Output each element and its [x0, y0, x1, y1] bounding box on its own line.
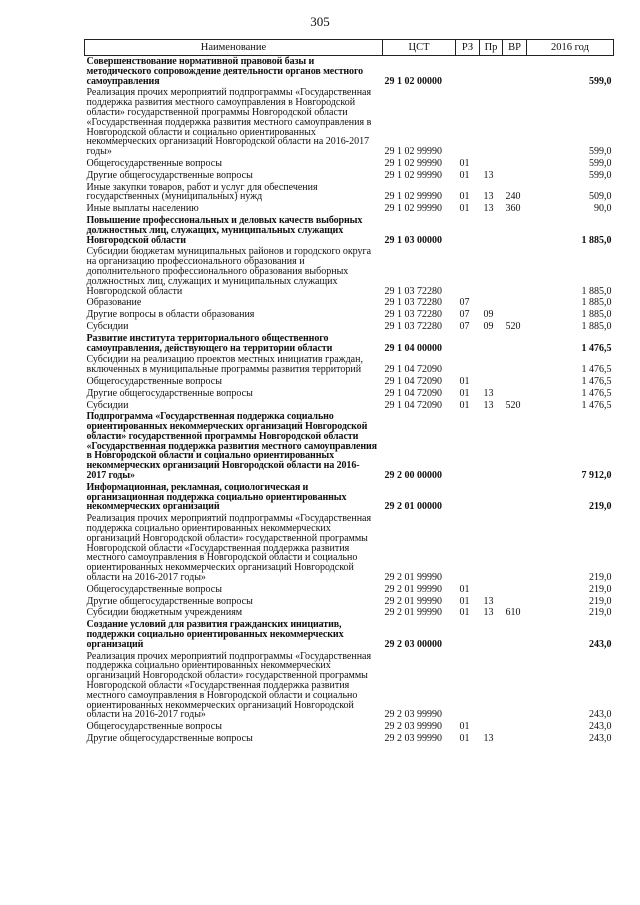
header-cst: ЦСТ	[383, 40, 456, 56]
row-cst: 29 2 03 00000	[384, 638, 442, 650]
table-row	[85, 400, 614, 412]
row-pr	[480, 297, 503, 309]
row-vr: 610	[505, 607, 521, 619]
row-vr: 240	[505, 191, 521, 203]
row-cst: 29 1 03 72280	[384, 297, 442, 309]
table-row	[85, 651, 614, 722]
row-rz	[456, 619, 480, 650]
row-cst: 29 2 01 99990	[384, 595, 442, 607]
row-cst: 29 1 02 99990	[384, 203, 442, 215]
row-sum: 1 476,5	[581, 387, 612, 399]
row-name: Общегосударственные вопросы	[86, 721, 222, 733]
header-name: Наименование	[85, 40, 383, 56]
row-cst: 29 1 04 72090	[384, 399, 442, 411]
table-row	[85, 411, 614, 482]
row-name: Реализация прочих мероприятий подпрограммы «Государственная поддержка социально ориентированных некоммерческих организаций Новгородской области» государственной программы Новгородской области «Государственная поддержка развития местного самоуправления в Новгородской области и социально ориентированных некоммерческих организаций Новгородской области на 2016-2017 годы»	[86, 650, 372, 721]
row-vr: 520	[505, 399, 521, 411]
row-name: Общегосударственные вопросы	[86, 375, 222, 387]
row-sum: 1 476,5	[581, 375, 612, 387]
header-pr: Пр	[480, 40, 503, 56]
table-row	[85, 203, 614, 215]
row-sum: 243,0	[589, 709, 612, 721]
table-row	[85, 619, 614, 650]
row-pr	[480, 87, 503, 158]
row-vr	[503, 87, 527, 158]
row-name: Подпрограмма «Государственная поддержка социально ориентированных некоммерческих организаций Новгородской области» государственной программы Новгородской области «Государственная поддержка развития местного самоуправления в Новгородской области и социально ориентированных некоммерческих организаций Новгородской области на 2016-2017 годы»	[86, 411, 377, 482]
row-rz	[456, 215, 480, 246]
row-name: Повышение профессиональных и деловых качеств выборных должностных лиц, служащих, муниципальных служащих Новгородской области	[86, 214, 363, 246]
row-pr	[480, 354, 503, 376]
row-sum: 243,0	[589, 733, 612, 744]
table-row	[85, 333, 614, 355]
row-cst: 29 1 02 99990	[384, 157, 442, 169]
row-rz: 01	[459, 169, 470, 181]
row-pr: 13	[483, 387, 494, 399]
row-sum: 219,0	[589, 607, 612, 619]
row-pr	[480, 482, 503, 513]
row-pr: 13	[483, 733, 494, 744]
row-vr	[503, 721, 527, 733]
row-sum: 509,0	[589, 191, 612, 203]
row-name: Субсидии бюджетам муниципальных районов и городского округа на организацию профессионального образования и дополнительного профессионального образования выборных должностных лиц, служащих и муниципальных служащих Новгородской области	[86, 246, 372, 297]
row-name: Общегосударственные вопросы	[86, 583, 222, 595]
row-name: Создание условий для развития гражданских инициатив, поддержки социально ориентированных некоммерческих организаций	[86, 619, 344, 650]
row-rz: 01	[459, 203, 470, 215]
row-vr: 360	[505, 203, 521, 215]
row-cst: 29 1 03 72280	[384, 320, 442, 332]
header-vr: ВР	[503, 40, 527, 56]
row-sum: 1 885,0	[581, 320, 612, 332]
table-row	[85, 246, 614, 297]
row-name: Другие общегосударственные вопросы	[86, 169, 253, 181]
row-pr	[480, 651, 503, 722]
row-pr	[480, 619, 503, 650]
row-rz: 01	[459, 157, 470, 169]
row-pr	[480, 584, 503, 596]
row-sum: 1 885,0	[581, 309, 612, 321]
row-rz: 01	[459, 387, 470, 399]
row-pr	[480, 721, 503, 733]
row-vr	[503, 584, 527, 596]
table-row	[85, 215, 614, 246]
table-row	[85, 607, 614, 619]
row-vr	[503, 376, 527, 388]
row-rz	[456, 411, 480, 482]
row-pr	[480, 333, 503, 355]
row-vr	[503, 158, 527, 170]
table-row	[85, 513, 614, 584]
row-name: Другие вопросы в области образования	[86, 309, 255, 321]
row-cst: 29 2 03 99990	[384, 721, 442, 733]
row-cst: 29 2 01 00000	[384, 501, 442, 513]
row-vr	[503, 309, 527, 321]
row-rz	[456, 56, 480, 88]
row-sum: 1 476,5	[581, 399, 612, 411]
row-name: Другие общегосударственные вопросы	[86, 733, 253, 744]
row-pr	[480, 411, 503, 482]
row-rz: 01	[459, 721, 470, 733]
row-pr: 13	[483, 191, 494, 203]
row-cst: 29 1 03 72280	[384, 285, 442, 297]
row-vr	[503, 482, 527, 513]
page-number: 305	[310, 14, 330, 29]
row-rz	[456, 246, 480, 297]
row-sum: 1 885,0	[581, 285, 612, 297]
row-pr: 13	[483, 607, 494, 619]
row-sum: 1 476,5	[581, 342, 612, 354]
row-rz: 07	[459, 297, 470, 309]
row-cst: 29 1 04 00000	[384, 342, 442, 354]
row-cst: 29 1 03 00000	[384, 234, 442, 246]
table-row	[85, 182, 614, 204]
table-row	[85, 170, 614, 182]
row-vr	[503, 246, 527, 297]
table-row	[85, 309, 614, 321]
row-vr	[503, 411, 527, 482]
table-row	[85, 297, 614, 309]
row-pr	[480, 246, 503, 297]
row-cst: 29 1 04 72090	[384, 375, 442, 387]
row-pr: 13	[483, 169, 494, 181]
row-cst: 29 1 04 72090	[384, 387, 442, 399]
row-rz: 01	[459, 595, 470, 607]
row-cst: 29 2 03 99990	[384, 733, 442, 744]
header-rz: РЗ	[456, 40, 480, 56]
row-vr	[503, 619, 527, 650]
row-cst: 29 1 04 72090	[384, 364, 442, 376]
row-vr	[503, 354, 527, 376]
row-cst: 29 2 01 99990	[384, 583, 442, 595]
row-pr	[480, 158, 503, 170]
row-name: Развитие института территориального общественного самоуправления, действующего на территории области	[86, 332, 333, 354]
row-cst: 29 2 01 99990	[384, 607, 442, 619]
row-sum: 1 885,0	[581, 297, 612, 309]
row-vr	[503, 596, 527, 608]
row-rz: 01	[459, 607, 470, 619]
table-row	[85, 596, 614, 608]
row-name: Реализация прочих мероприятий подпрограммы «Государственная поддержка социально ориентированных некоммерческих организаций Новгородской области» государственной программы Новгородской области «Государственная поддержка развития местного самоуправления в Новгородской области и социально ориентированных некоммерческих организаций Новгородской области на 2016-2017 годы»	[86, 513, 372, 584]
row-rz	[456, 333, 480, 355]
row-rz	[456, 513, 480, 584]
row-vr	[503, 651, 527, 722]
row-name: Субсидии бюджетным учреждениям	[86, 607, 243, 619]
row-cst: 29 1 02 99990	[384, 146, 442, 158]
row-rz: 07	[459, 320, 470, 332]
row-name: Общегосударственные вопросы	[86, 157, 222, 169]
budget-table	[84, 39, 614, 745]
row-sum: 599,0	[589, 146, 612, 158]
row-cst: 29 2 01 99990	[384, 572, 442, 584]
row-vr	[503, 170, 527, 182]
row-sum: 7 912,0	[581, 470, 612, 482]
row-vr	[503, 56, 527, 88]
row-rz	[456, 482, 480, 513]
row-rz: 01	[459, 733, 470, 744]
row-rz	[456, 87, 480, 158]
row-sum: 219,0	[589, 595, 612, 607]
table-row	[85, 56, 614, 88]
row-pr	[480, 215, 503, 246]
row-pr: 09	[483, 320, 494, 332]
row-rz: 01	[459, 191, 470, 203]
row-rz: 01	[459, 399, 470, 411]
row-sum: 599,0	[589, 157, 612, 169]
row-sum: 599,0	[589, 75, 612, 87]
row-name: Иные выплаты населению	[86, 203, 199, 215]
row-cst: 29 1 02 99990	[384, 191, 442, 203]
row-name: Субсидии	[86, 399, 129, 411]
row-sum: 243,0	[589, 721, 612, 733]
row-cst: 29 1 03 72280	[384, 309, 442, 321]
row-rz: 07	[459, 309, 470, 321]
row-sum: 1 476,5	[581, 364, 612, 376]
table-row	[85, 733, 614, 745]
row-vr	[503, 388, 527, 400]
row-cst: 29 2 00 00000	[384, 470, 442, 482]
row-sum: 1 885,0	[581, 234, 612, 246]
row-vr	[503, 733, 527, 745]
table-row	[85, 376, 614, 388]
row-name: Другие общегосударственные вопросы	[86, 387, 253, 399]
row-sum: 599,0	[589, 169, 612, 181]
header-year: 2016 год	[527, 40, 614, 56]
row-name: Совершенствование нормативной правовой базы и методического сопровождение деятельности органов местного самоуправления	[86, 56, 364, 87]
row-pr: 13	[483, 399, 494, 411]
row-name: Иные закупки товаров, работ и услуг для обеспечения государственных (муниципальных) нужд	[86, 181, 318, 203]
row-sum: 219,0	[589, 572, 612, 584]
row-vr: 520	[505, 320, 521, 332]
row-rz: 01	[459, 583, 470, 595]
row-rz: 01	[459, 375, 470, 387]
row-pr: 13	[483, 595, 494, 607]
row-rz	[456, 651, 480, 722]
row-name: Субсидии	[86, 320, 129, 332]
row-cst: 29 2 03 99990	[384, 709, 442, 721]
row-sum: 219,0	[589, 583, 612, 595]
table-row	[85, 584, 614, 596]
row-name: Другие общегосударственные вопросы	[86, 595, 253, 607]
row-name: Реализация прочих мероприятий подпрограммы «Государственная поддержка развития местного самоуправления в Новгородской области» государственной программы Новгородской области «Государственная поддержка развития местного самоуправления в Новгородской области и социально ориентированных некоммерческих организаций Новгородской области на 2016-2017 годы»	[86, 87, 372, 158]
table-row	[85, 87, 614, 158]
row-vr	[503, 513, 527, 584]
row-pr	[480, 513, 503, 584]
table-row	[85, 321, 614, 333]
row-pr: 09	[483, 309, 494, 321]
row-pr	[480, 56, 503, 88]
row-cst: 29 1 02 99990	[384, 169, 442, 181]
table-row	[85, 158, 614, 170]
row-sum: 219,0	[589, 501, 612, 513]
table-row	[85, 388, 614, 400]
row-vr	[503, 297, 527, 309]
row-sum: 90,0	[594, 203, 612, 215]
table-row	[85, 721, 614, 733]
row-name: Образование	[86, 297, 142, 309]
row-vr	[503, 333, 527, 355]
row-pr: 13	[483, 203, 494, 215]
table-body	[85, 56, 614, 745]
row-name: Информационная, рекламная, социологическая и организационная поддержка социально ориентированных некоммерческих организаций	[86, 481, 347, 513]
table-row	[85, 482, 614, 513]
row-rz	[456, 354, 480, 376]
table-header	[85, 40, 614, 56]
row-vr	[503, 215, 527, 246]
row-pr	[480, 376, 503, 388]
row-sum: 243,0	[589, 638, 612, 650]
row-cst: 29 1 02 00000	[384, 75, 442, 87]
table-row	[85, 354, 614, 376]
row-name: Субсидии на реализацию проектов местных инициатив граждан, включенных в муниципальные программы развития территорий	[86, 354, 363, 376]
